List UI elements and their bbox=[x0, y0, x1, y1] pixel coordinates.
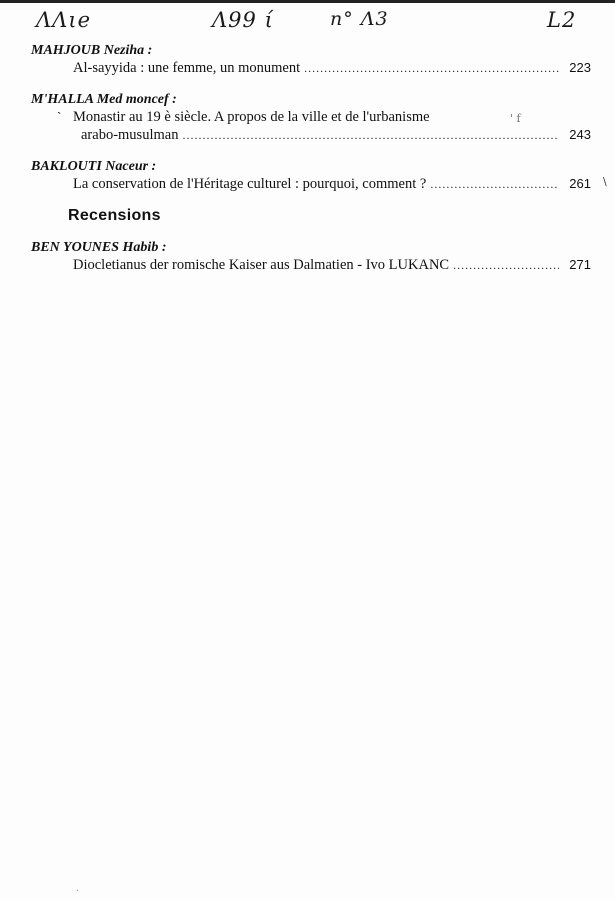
toc-page-number: 271 bbox=[569, 257, 591, 272]
stray-mark: . bbox=[76, 884, 79, 894]
toc-author: BEN YOUNES Habib : bbox=[31, 240, 167, 255]
toc-section bbox=[31, 91, 591, 144]
toc-page-number: 243 bbox=[569, 127, 591, 142]
toc-entry-title: Monastir au 19 è siècle. A propos de la ville et de l'urbanisme bbox=[73, 109, 430, 125]
toc-entry-title: Diocletianus der romische Kaiser aus Dalmatien - Ivo LUKANC bbox=[73, 257, 450, 273]
dot-leader bbox=[182, 126, 559, 144]
toc-section bbox=[31, 42, 591, 77]
toc-entry-title: Al-sayyida : une femme, un monument bbox=[73, 60, 301, 76]
toc-section bbox=[31, 158, 591, 193]
top-rule bbox=[0, 0, 615, 3]
toc-page-number: 223 bbox=[569, 60, 591, 75]
toc-page-number: 261 bbox=[569, 176, 591, 191]
toc-author: MAHJOUB Neziha : bbox=[31, 43, 153, 58]
toc-entry-title: La conservation de l'Héritage culturel : pourquoi, comment ? bbox=[73, 176, 427, 192]
toc-entry bbox=[73, 59, 591, 77]
stray-mark: ' f bbox=[510, 112, 521, 125]
tick-mark: ` bbox=[57, 109, 62, 124]
toc-section bbox=[31, 239, 591, 274]
toc-entry bbox=[73, 256, 591, 274]
dot-leader bbox=[453, 256, 559, 274]
handwritten-year: Λ99 ί bbox=[212, 8, 274, 32]
handwritten-issue: n° Λ3 bbox=[330, 8, 389, 30]
section-heading-recensions: Recensions bbox=[68, 207, 161, 224]
toc-entry bbox=[73, 175, 591, 193]
toc-author: M'HALLA Med moncef : bbox=[31, 92, 177, 107]
handwritten-reference: ΛΛιe bbox=[36, 8, 91, 32]
handwritten-code: L2 bbox=[547, 8, 577, 32]
stray-mark: \ bbox=[603, 175, 607, 188]
dot-leader bbox=[430, 175, 559, 193]
toc-entry-continuation bbox=[81, 126, 591, 144]
toc-entry-title-cont: arabo-musulman bbox=[81, 127, 179, 143]
dot-leader bbox=[304, 59, 559, 77]
toc-author: BAKLOUTI Naceur : bbox=[31, 159, 157, 174]
table-of-contents bbox=[31, 42, 591, 288]
